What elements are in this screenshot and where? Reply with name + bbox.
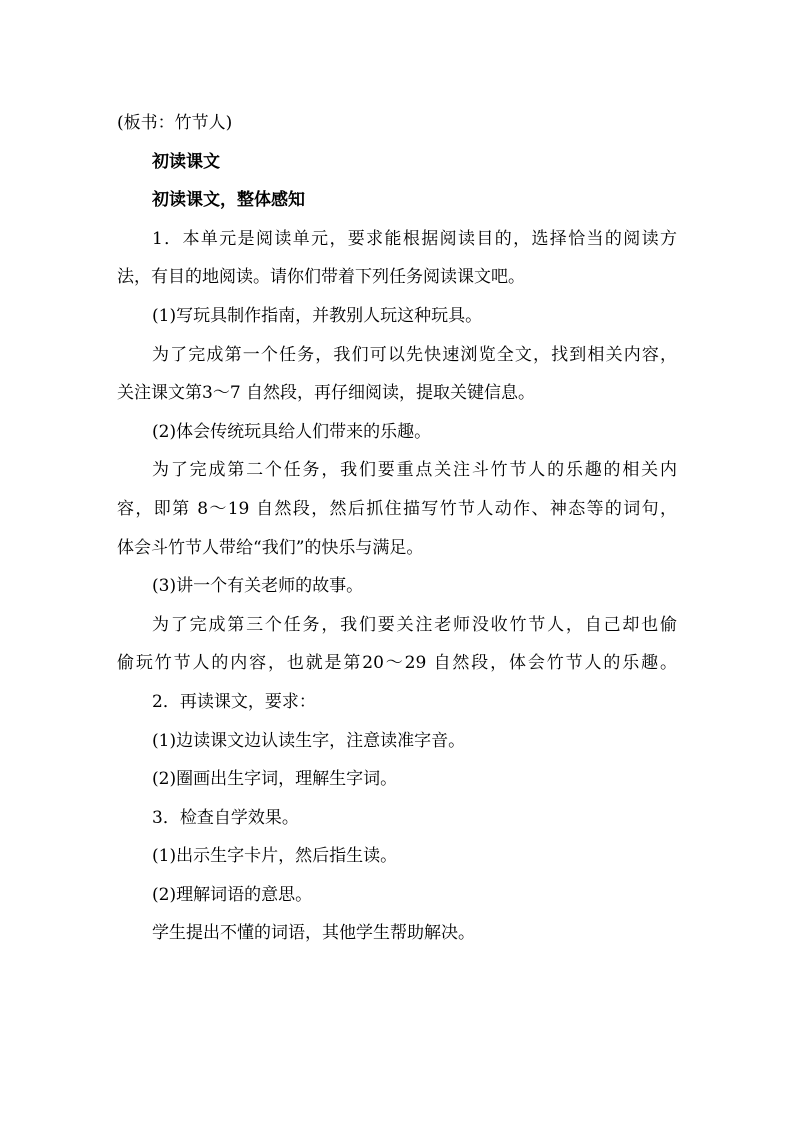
text-line: (2)圈画出生字词，理解生字词。 bbox=[152, 769, 398, 790]
text-line: (1)写玩具制作指南，并教别人玩这种玩具。 bbox=[152, 305, 483, 326]
text-line: 初读课文 bbox=[152, 151, 220, 172]
text-line: 体会斗竹节人带给“我们”的快乐与满足。 bbox=[117, 537, 424, 558]
text-line: 关注课文第3～7 自然段，再仔细阅读，提取关键信息。 bbox=[117, 383, 536, 404]
text-line: (2)理解词语的意思。 bbox=[152, 884, 313, 905]
text-line: (3)讲一个有关老师的故事。 bbox=[152, 576, 364, 597]
text-line: 偷玩竹节人的内容，也就是第20～29 自然段，体会竹节人的乐趣。 bbox=[117, 653, 677, 674]
text-line: 为了完成第一个任务，我们可以先快速浏览全文，找到相关内容， bbox=[152, 344, 677, 365]
text-line: 学生提出不懂的词语，其他学生帮助解决。 bbox=[152, 923, 475, 944]
text-line: (1)边读课文边认读生字，注意读准字音。 bbox=[152, 730, 466, 751]
text-line: 容，即第 8～19 自然段，然后抓住描写竹节人动作、神态等的词句， bbox=[117, 498, 677, 519]
text-line: (2)体会传统玩具给人们带来的乐趣。 bbox=[152, 421, 432, 442]
document-body bbox=[117, 104, 677, 953]
text-line: 2．再读课文，要求： bbox=[152, 691, 316, 712]
text-line: (板书：竹节人) bbox=[117, 113, 233, 133]
text-line: 为了完成第二个任务，我们要重点关注斗竹节人的乐趣的相关内 bbox=[152, 460, 677, 481]
text-line: (1)出示生字卡片，然后指生读。 bbox=[152, 846, 398, 867]
text-line: 3．检查自学效果。 bbox=[152, 807, 299, 828]
text-line: 初读课文，整体感知 bbox=[152, 190, 305, 211]
text-line: 法，有目的地阅读。请你们带着下列任务阅读课文吧。 bbox=[117, 267, 525, 288]
text-line: 1．本单元是阅读单元，要求能根据阅读目的，选择恰当的阅读方 bbox=[152, 228, 677, 249]
text-line: 为了完成第三个任务，我们要关注老师没收竹节人，自己却也偷 bbox=[152, 614, 677, 635]
